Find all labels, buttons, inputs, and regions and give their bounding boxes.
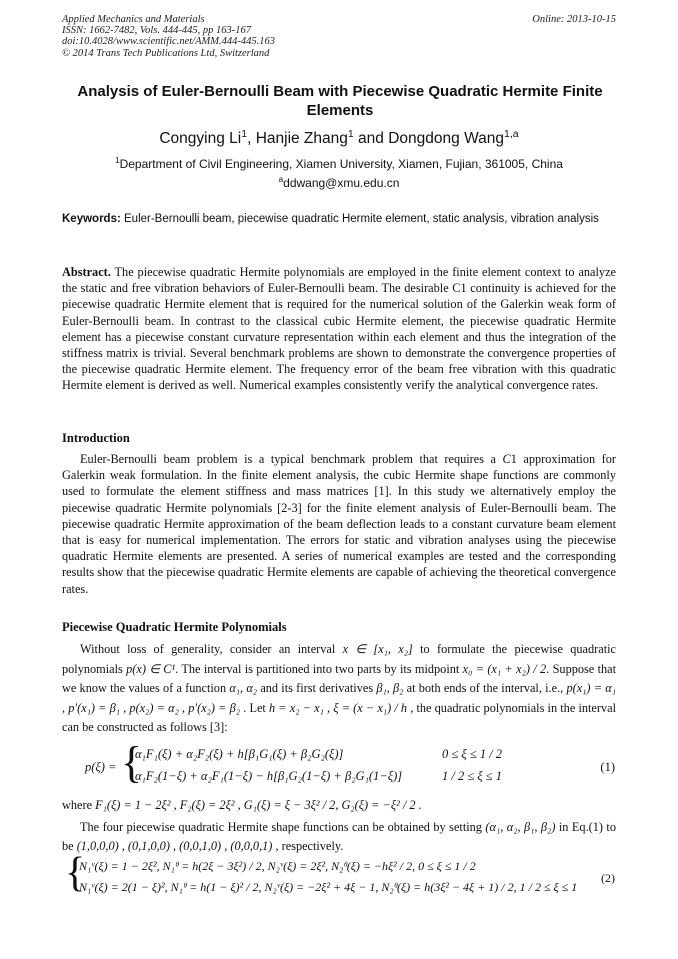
equation-1-case-2: α₁F₂(1−ξ) + α₂F₁(1−ξ) − h[β₁G₂(1−ξ) + β₂G₁(1−ξ)] <box>135 769 403 783</box>
author-list <box>62 127 616 148</box>
equation-1-condition-1: 0 ≤ ξ ≤ 1 / 2 <box>442 747 503 761</box>
journal-header <box>62 14 275 59</box>
pq-text: . The interval is partitioned into two parts by its midpoint <box>175 661 463 676</box>
equation-1-condition-2: 1 / 2 ≤ ξ ≤ 1 <box>442 769 503 783</box>
online-date: Online: 2013-10-15 <box>532 14 616 25</box>
author-separator: , <box>247 130 256 147</box>
intro-text: Euler-Bernoulli beam problem is a typical benchmark problem that requires a <box>80 452 503 466</box>
contact-email <box>62 176 616 190</box>
equation-2-case-1: N₁ᵛ(ξ) = 1 − 2ξ², N₁ᶿ = h(2ξ − 3ξ²) / 2, N₂ᵛ(ξ) = 2ξ², N₂ᶿ(ξ) = −hξ² / 2, 0 ≤ ξ ≤ 1 / 2 <box>79 859 476 873</box>
where-label: where <box>62 798 96 812</box>
left-brace: { <box>65 850 86 896</box>
author-name: Congying Li <box>159 130 242 147</box>
keywords <box>62 212 616 227</box>
journal-doi: doi:10.4028/www.scientific.net/AMM.444-445.163 <box>62 36 275 48</box>
journal-copyright: © 2014 Trans Tech Publications Ltd, Switzerland <box>62 47 270 59</box>
abstract <box>62 264 616 394</box>
pq-math: x₀ = (x₁ + x₂) / 2 <box>462 661 547 676</box>
pq-text: . Suppose that we know the values of a function <box>62 661 617 695</box>
section-heading-polynomials: Piecewise Quadratic Hermite Polynomials <box>62 620 287 634</box>
equation-number: (1) <box>600 760 615 774</box>
where-formula: F₁(ξ) = 1 − 2ξ² , F₂(ξ) = 2ξ² , G₁(ξ) = ξ − 3ξ² / 2, G₂(ξ) = −ξ² / 2 . <box>95 798 422 812</box>
author-affil-mark: 1,a <box>504 127 519 140</box>
author-name: Dongdong Wang <box>388 130 504 147</box>
four-math: (α₁, α₂, β₁, β₂) <box>485 820 556 834</box>
four-text: , respectively. <box>272 839 344 853</box>
left-brace: { <box>121 738 143 787</box>
pq-math: p(x) ∈ C¹ <box>126 661 176 676</box>
four-text: in Eq.(1) to be <box>62 820 616 853</box>
equation-1-case-1: α₁F₁(ξ) + α₂F₂(ξ) + h[β₁G₁(ξ) + β₂G₂(ξ)] <box>135 747 344 761</box>
pq-math: α₁, α₂ <box>229 681 258 695</box>
pq-math: β₁, β₂ <box>376 681 404 695</box>
abstract-label: Abstract. <box>62 265 111 279</box>
affiliation-mark: 1 <box>115 156 120 165</box>
equation-1-lhs: p(ξ) = <box>85 760 117 774</box>
journal-issn: ISSN: 1662-7482, Vols. 444-445, pp 163-167 <box>62 25 251 37</box>
polynomials-paragraph <box>62 640 616 738</box>
affiliation <box>62 157 616 171</box>
abstract-text: The piecewise quadratic Hermite polynomials are employed in the finite element context to analyze the static and free vibration behaviors of Euler-Bernoulli beam. The desirable C1 continuity is achieved for the piecewise quadratic Hermite element that is required for the numerical solution of the Galerkin weak form of Euler-Bernoulli beam. In contrast to the classical cubic Hermite element, the piecewise quadratic Hermite element has a piecewise constant curvature representation within each element and thus the integration of the stiffness matrix is trivial. Several benchmark problems are shown to demonstrate the convergence properties of the piecewise quadratic Hermite element. The frequency error of the beam free vibration with this quadratic Hermite element is derived as well. Numerical examples consistently verify the analytical convergence rates. <box>62 265 616 393</box>
pq-text: . Let <box>240 700 269 715</box>
introduction-paragraph <box>62 451 616 597</box>
intro-text: 1 approximation for Galerkin weak formulation. In the finite element analysis, the cubic Hermite shape functions are commonly used to formulate the element stiffness and mass matrices [1]. In this study we alternatively employ the piecewise quadratic Hermite polynomials [2-3] for the finite element analysis of Euler-Bernoulli beam. The piecewise quadratic Hermite approximation of the beam deflection leads to a constant curvature beam element that is easy for numerical implementation. The errors for static and vibration analyses using the piecewise quadratic Hermite elements are presented. A series of numerical examples are tested and the corresponding results show that the piecewise quadratic Hermite elements are capable of achieving the theoretical convergence rates. <box>62 452 616 596</box>
where-line <box>62 798 616 813</box>
email-mark: a <box>278 175 284 184</box>
pq-math: x ∈ [x₁, x₂] <box>342 642 413 656</box>
equation-number: (2) <box>601 871 615 885</box>
four-text: The four piecewise quadratic Hermite shape functions can be obtained by setting <box>80 820 486 834</box>
equation-1 <box>85 738 615 791</box>
pq-text: , the quadratic polynomials in the interval can be constructed as follows [3]: <box>62 700 616 734</box>
equation-2-case-2: N₁ᵛ(ξ) = 2(1 − ξ)², N₁ᶿ = h(1 − ξ)² / 2, N₂ᵛ(ξ) = −2ξ² + 4ξ − 1, N₂ᶿ(ξ) = h(3ξ² − 4ξ + 1) / 2, 1 / 2 ≤ ξ ≤ 1 <box>79 880 578 894</box>
journal-name: Applied Mechanics and Materials <box>62 14 205 25</box>
shape-functions-paragraph <box>62 818 616 856</box>
intro-math: C <box>502 452 511 466</box>
author-name: Hanjie Zhang <box>255 130 348 147</box>
email-address[interactable]: ddwang@xmu.edu.cn <box>283 176 400 190</box>
keywords-label: Keywords: <box>62 213 121 225</box>
author-affil-mark: 1 <box>241 127 248 140</box>
pq-text: Without loss of generality, consider an interval <box>80 642 343 656</box>
section-heading-introduction: Introduction <box>62 431 130 445</box>
pq-text: at both ends of the interval, i.e., <box>403 681 567 695</box>
pq-text: to formulate the piecewise quadratic polynomials <box>62 642 616 676</box>
pq-math: h = x₂ − x₁ , ξ = (x − x₁) / h <box>269 700 408 715</box>
author-affil-mark: 1 <box>347 127 354 140</box>
paper-title: Analysis of Euler-Bernoulli Beam with Piecewise Quadratic Hermite Finite Elements <box>77 83 603 119</box>
four-math: (1,0,0,0) , (0,1,0,0) , (0,0,1,0) , (0,0,0,1) <box>76 839 273 853</box>
equation-2 <box>65 850 615 903</box>
keywords-text: Euler-Bernoulli beam, piecewise quadratic Hermite element, static analysis, vibration analysis <box>124 213 599 225</box>
pq-text: and its first derivatives <box>257 681 377 695</box>
author-conjunction: and <box>353 130 389 147</box>
affiliation-text: Department of Civil Engineering, Xiamen University, Xiamen, Fujian, 361005, China <box>119 157 563 171</box>
pq-math: p(x₁) = α₁ , p′(x₁) = β₁ , p(x₂) = α₂ , p′(x₂) = β₂ <box>62 681 616 715</box>
